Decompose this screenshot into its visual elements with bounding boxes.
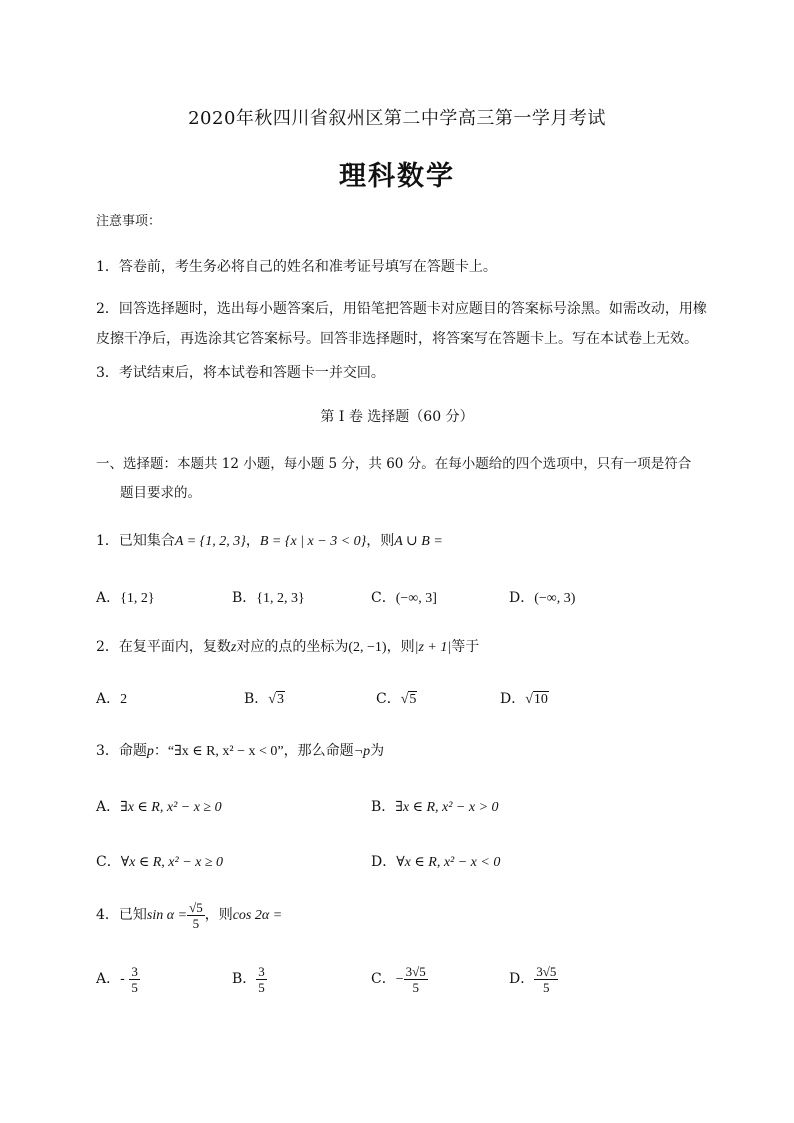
section-instructions-line-1: 一、选择题：本题共 12 小题，每小题 5 分，共 60 分。在每小题给的四个选项中，只有一项是符合 <box>96 456 692 472</box>
section-instructions-line-2: 题目要求的。 <box>120 485 201 501</box>
notice-item-2-line-1: 2．回答选择题时，选出每小题答案后，用铅笔把答题卡对应题目的答案标号涂黑。如需改动，用橡 <box>96 301 707 317</box>
section-title: 第 I 卷 选择题（60 分） <box>320 409 474 425</box>
question-2: 2．在复平面内，复数z对应的点的坐标为(2, −1)，则|z + 1|等于 <box>96 639 480 655</box>
q2-option-d: D．√10 <box>500 691 548 707</box>
q1-expr: A ∪ B = <box>394 534 443 549</box>
q1-sep: ， <box>245 533 260 549</box>
q3-statement: ：“∃x ∈ R, x² − x < 0” <box>153 744 284 759</box>
q1-option-c: C．(−∞, 3] <box>371 590 437 606</box>
exam-title: 2020年秋四川省叙州区第二中学高三第一学月考试 <box>188 108 606 129</box>
q1-option-b: B．{1, 2, 3} <box>232 590 305 606</box>
notice-item-2-line-2: 皮擦干净后，再选涂其它答案标号。回答非选择题时，将答案写在答题卡上。写在本试卷上无效。 <box>96 331 698 347</box>
q3-option-b: B．∃x ∈ R, x² − x > 0 <box>371 799 499 815</box>
q3-option-a: A．∃x ∈ R, x² − x ≥ 0 <box>96 799 222 815</box>
q4-option-c: C．− $\frac{3√5}{5}$ <box>371 963 426 995</box>
q1-prefix: 1．已知集合 <box>96 533 175 549</box>
question-1 <box>96 530 443 553</box>
q3-option-c: C．∀x ∈ R, x² − x ≥ 0 <box>96 854 224 870</box>
q2-point: (2, −1) <box>348 640 387 655</box>
q1-set-b: B = {x | x − 3 < 0} <box>259 534 367 549</box>
question-3: 3．命题p：“∃x ∈ R, x² − x < 0”，那么命题¬p为 <box>96 743 385 759</box>
sqrt-10: √10 <box>525 692 548 707</box>
q2-option-c: C．√5 <box>376 691 417 707</box>
notice-item-3: 3．考试结束后，将本试卷和答题卡一并交回。 <box>96 365 385 381</box>
q3-neg: ¬p <box>353 744 371 759</box>
q1-suffix: ，则 <box>366 533 395 549</box>
q3-var: p <box>146 744 154 759</box>
q4-lhs: sin α = <box>146 908 188 923</box>
q4-option-a: A．- $\frac{3}{5}$ <box>96 963 138 995</box>
notice-heading: 注意事项： <box>96 214 162 229</box>
q2-var: z <box>230 640 237 655</box>
q2-option-b: B．√3 <box>244 691 284 707</box>
subject-title: 理科数学 <box>339 161 455 192</box>
q4-option-d: D． $\frac{3√5}{5}$ <box>509 963 557 995</box>
q4-option-b: B． $\frac{3}{5}$ <box>232 963 265 995</box>
q4-expr: cos 2α = <box>232 908 283 923</box>
q2-expr: |z + 1| <box>414 640 452 655</box>
q1-option-d: D．(−∞, 3) <box>509 590 576 606</box>
question-4: 4．已知sin α = $\frac{√5}{5}$ ，则cos 2α = <box>96 899 283 931</box>
q1-option-a: A．{1, 2} <box>96 590 155 606</box>
q4-fraction: $\frac{√5}{5}$ <box>189 899 203 931</box>
sqrt-3: √3 <box>268 692 284 707</box>
notice-item-1: 1．答卷前，考生务必将自己的姓名和准考证号填写在答题卡上。 <box>96 259 497 275</box>
q2-option-a: A．2 <box>96 691 128 707</box>
sqrt-5: √5 <box>400 692 417 707</box>
q1-set-a: A = {1, 2, 3} <box>174 534 246 549</box>
q3-option-d: D．∀x ∈ R, x² − x < 0 <box>371 854 501 870</box>
